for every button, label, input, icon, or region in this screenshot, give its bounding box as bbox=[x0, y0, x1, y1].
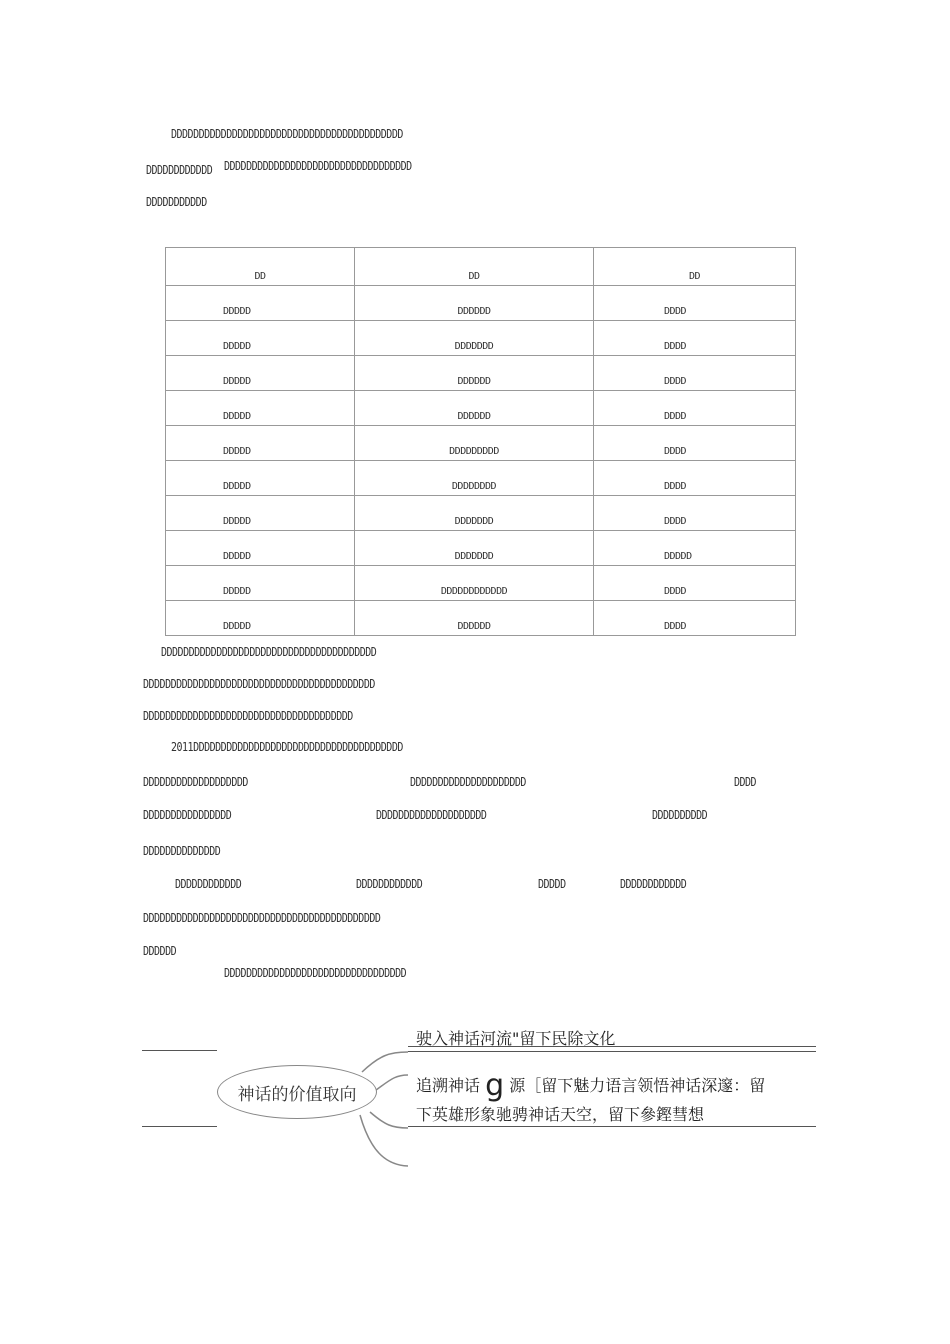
mindmap-branch-label bbox=[416, 1064, 766, 1103]
divider bbox=[142, 1050, 217, 1051]
table-header-cell: DD bbox=[166, 248, 355, 286]
table-cell: DDDDD bbox=[166, 356, 355, 391]
paragraph-segment: DDDDDDDDDDDD bbox=[620, 878, 687, 892]
table-cell: DDDDD bbox=[166, 461, 355, 496]
table-cell: DDDD bbox=[594, 286, 796, 321]
paragraph-segment: DDDDD bbox=[538, 878, 566, 892]
divider bbox=[408, 1051, 816, 1052]
paragraph-segment: DDDDDDDDDDDDDDDD bbox=[143, 809, 232, 823]
table-cell: DDDDD bbox=[166, 566, 355, 601]
paragraph-line: DDDDDDDDDDD bbox=[146, 196, 207, 210]
table-cell: DDDDD bbox=[166, 321, 355, 356]
table-cell: DDDDDD bbox=[355, 356, 594, 391]
paragraph-line: DDDDDDDDDDDDDD bbox=[143, 845, 221, 859]
paragraph-segment: DDDDDDDDDDDD bbox=[175, 878, 242, 892]
divider bbox=[408, 1126, 816, 1127]
branch-text: 源［留下魅力语言领悟神话深邃：留 bbox=[509, 1076, 766, 1095]
table-header-cell: DD bbox=[594, 248, 796, 286]
paragraph-segment: DDDD bbox=[734, 776, 757, 790]
mindmap-branch-label: 驶入神话河流"留下民除文化 bbox=[416, 1029, 616, 1048]
paragraph-line: DDDDDDDDDDDDDDDDDDDDDDDDDDDDDDDDDDDDDD bbox=[143, 710, 353, 724]
paragraph-line: 2011DDDDDDDDDDDDDDDDDDDDDDDDDDDDDDDDDDDDDD bbox=[171, 741, 403, 755]
table-header-cell: DD bbox=[355, 248, 594, 286]
paragraph-line: DDDDDDDDDDDDDDDDDDDDDDDDDDDDDDDDDD bbox=[224, 160, 412, 174]
mindmap-center-node bbox=[217, 1065, 377, 1119]
table-cell: DDDDD bbox=[166, 286, 355, 321]
mindmap-branch-label: 下英雄形象驰骋神话天空，留下參鏗彗想 bbox=[416, 1105, 705, 1124]
table-cell: DDDD bbox=[594, 496, 796, 531]
table-cell: DDDDDD bbox=[355, 286, 594, 321]
divider bbox=[142, 1126, 217, 1127]
table-cell: DDDDDD bbox=[355, 391, 594, 426]
table-cell: DDDDD bbox=[594, 531, 796, 566]
branch-text: 追溯神话 bbox=[416, 1076, 481, 1095]
table-cell: DDDDDDD bbox=[355, 321, 594, 356]
table-cell: DDDD bbox=[594, 461, 796, 496]
paragraph-segment: DDDDDDDDDDDD bbox=[356, 878, 423, 892]
paragraph-segment: DDDDDDDDDDDDDDDDDDDDD bbox=[410, 776, 526, 790]
paragraph-line: DDDDDDDDDDDD bbox=[146, 164, 213, 178]
paragraph-line: DDDDDDDDDDDDDDDDDDDDDDDDDDDDDDDDDDDDDDDDDD bbox=[171, 128, 403, 142]
table-cell: DDDD bbox=[594, 426, 796, 461]
table-cell: DDDDD bbox=[166, 601, 355, 636]
paragraph-segment: DDDDDDDDDDDDDDDDDDD bbox=[143, 776, 248, 790]
table-cell: DDDDDDD bbox=[355, 496, 594, 531]
table-cell: DDDDDDDDDDDD bbox=[355, 566, 594, 601]
table-cell: DDDD bbox=[594, 321, 796, 356]
table-cell: DDDD bbox=[594, 356, 796, 391]
table-cell: DDDD bbox=[594, 601, 796, 636]
paragraph-line: DDDDDD bbox=[143, 945, 177, 959]
paragraph-segment: DDDDDDDDDDDDDDDDDDDD bbox=[376, 809, 487, 823]
table-cell: DDDDD bbox=[166, 531, 355, 566]
table-cell: DDDDDDDDD bbox=[355, 426, 594, 461]
paragraph-line: DDDDDDDDDDDDDDDDDDDDDDDDDDDDDDDDDDDDDDDDDDD bbox=[143, 912, 381, 926]
paragraph-line: DDDDDDDDDDDDDDDDDDDDDDDDDDDDDDDDDDDDDDDDDD bbox=[143, 678, 375, 692]
table-cell: DDDD bbox=[594, 566, 796, 601]
branch-glyph: g bbox=[485, 1068, 505, 1103]
paragraph-line: DDDDDDDDDDDDDDDDDDDDDDDDDDDDDDDDD bbox=[224, 967, 407, 981]
paragraph-segment: DDDDDDDDDD bbox=[652, 809, 708, 823]
table-cell: DDDDD bbox=[166, 496, 355, 531]
table-cell: DDDDD bbox=[166, 426, 355, 461]
mindmap-center-label: 神话的价值取向 bbox=[237, 1084, 357, 1105]
table-cell: DDDDD bbox=[166, 391, 355, 426]
table-cell: DDDDDD bbox=[355, 601, 594, 636]
table-cell: DDDD bbox=[594, 391, 796, 426]
table-cell: DDDDDDD bbox=[355, 531, 594, 566]
table-cell: DDDDDDDD bbox=[355, 461, 594, 496]
paragraph-line: DDDDDDDDDDDDDDDDDDDDDDDDDDDDDDDDDDDDDDD bbox=[161, 646, 377, 660]
